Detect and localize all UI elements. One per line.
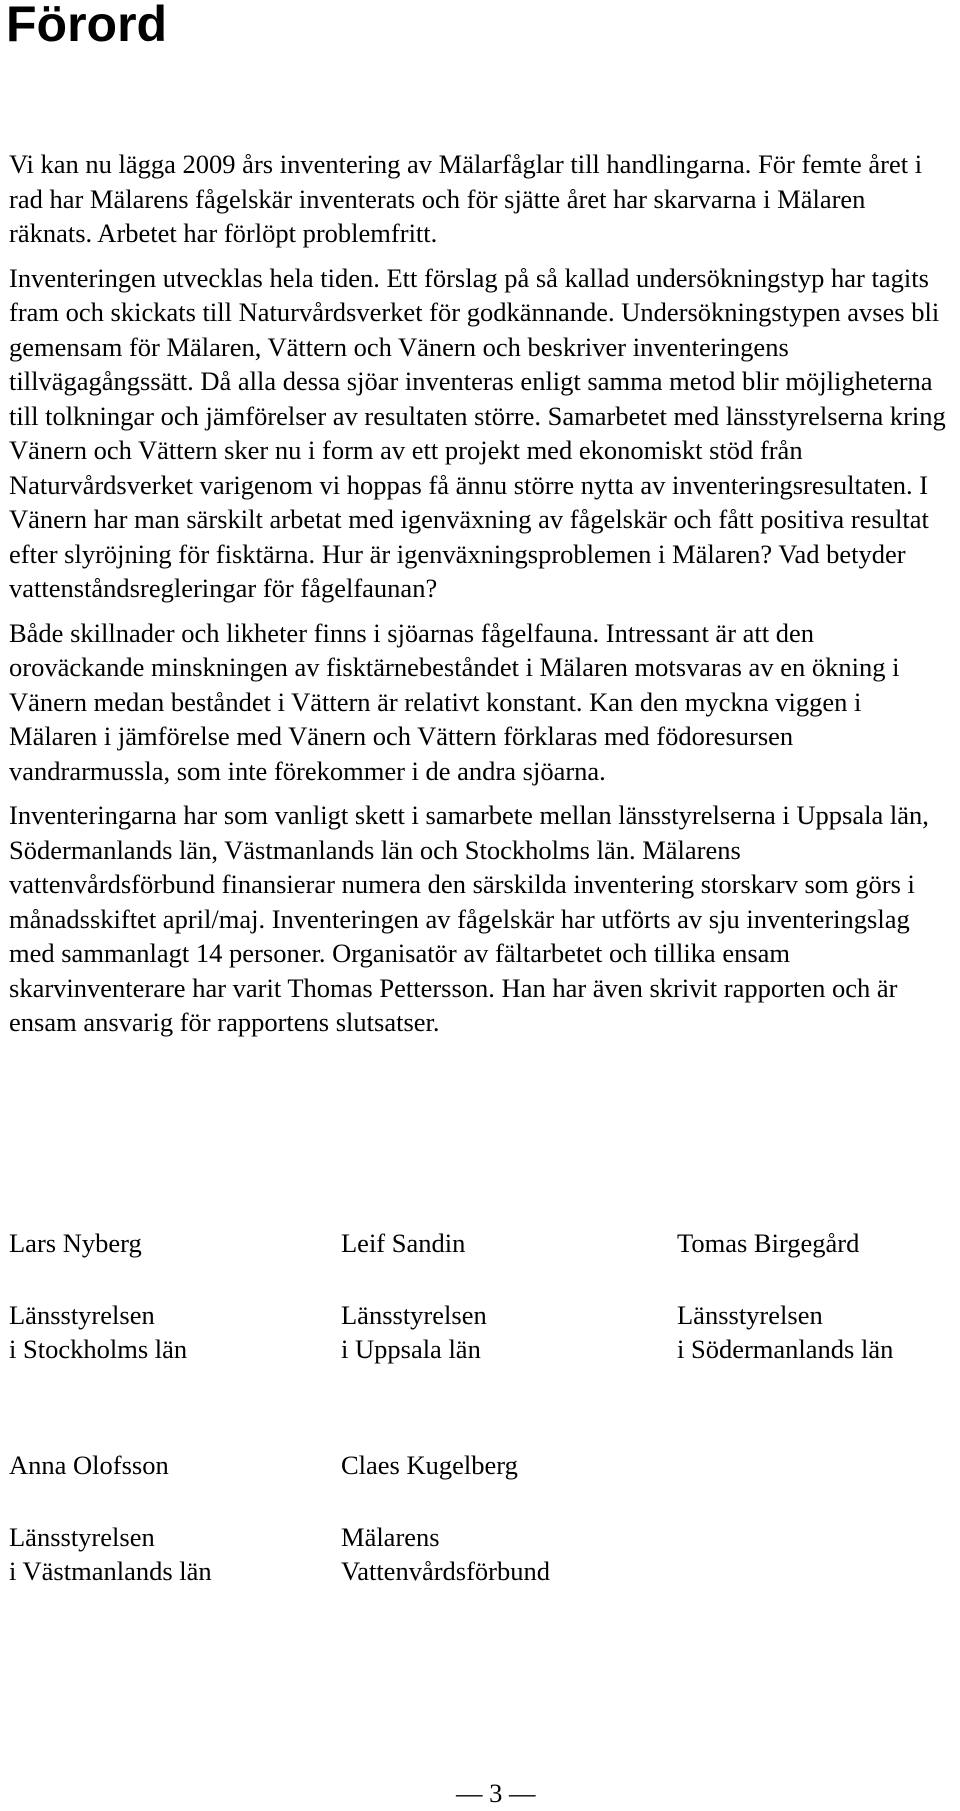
paragraph-cooperation: Inventeringarna har som vanligt skett i samarbete mellan länsstyrelserna i Uppsala län, Södermanlands län, Västmanlands län och Stockholms län. Mälarens vattenvårdsförbund finansierar numera den särskilda inventering storskarv som görs i månadsskiftet april/maj. Inventeringen av fågelskär har utförts av sju inventeringslag med sammanlagt 14 personer. Organisatör av fältarbetet och tillika ensam skarvinventerare har varit Thomas Pettersson. Han har även skrivit rapporten och är ensam ansvarig för rapportens slutsatser. [9, 800, 929, 1037]
signatory-organization [677, 1298, 893, 1366]
signatory-org-line: Länsstyrelsen [341, 1300, 487, 1330]
signatory-org-line: i Västmanlands län [9, 1556, 212, 1586]
paragraph-gap [9, 606, 949, 616]
signatory-block [341, 1448, 550, 1588]
signatory-org-line: Mälarens [341, 1522, 440, 1552]
signatory-organization [341, 1520, 550, 1588]
signatory-org-line: i Södermanlands län [677, 1334, 894, 1364]
signatory-org-line: Vattenvårdsförbund [341, 1556, 550, 1586]
paragraph-development: Inventeringen utvecklas hela tiden. Ett förslag på så kallad undersökningstyp har tagits fram och skickats till Naturvårdsverket för godkännande. Undersökningstypen avses bli gemensam för Mälaren, Vättern och Vänern och beskriver inventeringens tillvägagångssätt. Då alla dessa sjöar inventeras enligt samma metod blir möjligheterna till tolkningar och jämförelser av resultaten större. Samarbetet med länsstyrelserna kring Vänern och Vättern sker nu i form av ett projekt med ekonomiskt stöd från Naturvårdsverket varigenom vi hoppas få ännu större nytta av inventeringsresultaten. I Vänern har man särskilt arbetat med igenväxning av fågelskär och fått positiva resultat efter slyröjning för fisktärna. Hur är igenväxningsproblemen i Mälaren? Vad betyder vattenståndsregleringar för fågelfaunan? [9, 262, 946, 603]
signatory-name: Lars Nyberg [9, 1228, 142, 1258]
signatory-organization [341, 1298, 487, 1366]
paragraph-differences: Både skillnader och likheter finns i sjöarnas fågelfauna. Intressant är att den oroväckande minskningen av fisktärnebeståndet i Mälaren motsvaras av en ökning i Vänern medan beståndet i Vättern är relativt konstant. Kan den myckna viggen i Mälaren i jämförelse med Vänern och Vättern förklaras med födoresursen vandrarmussla, som inte förekommer i de andra sjöarna. [9, 617, 900, 786]
signatory-block [341, 1226, 487, 1366]
body-text [9, 147, 949, 1040]
page-number: — 3 — [456, 1778, 536, 1808]
signatory-block [677, 1226, 893, 1366]
signatory-org-line: i Uppsala län [341, 1334, 481, 1364]
signatory-block [9, 1226, 187, 1366]
page-title: Förord [6, 0, 168, 52]
signatory-organization [9, 1520, 212, 1588]
paragraph-intro: Vi kan nu lägga 2009 års inventering av Mälarfåglar till handlingarna. För femte året i rad har Mälarens fågelskär inventerats och för sjätte året har skarvarna i Mälaren räknats. Arbetet har förlöpt problemfritt. [9, 149, 923, 248]
signatory-block [9, 1448, 212, 1588]
signatory-org-line: i Stockholms län [9, 1334, 188, 1364]
signatory-name: Tomas Birgegård [677, 1228, 860, 1258]
signatory-name: Leif Sandin [341, 1228, 466, 1258]
signatory-name: Claes Kugelberg [341, 1450, 518, 1480]
signatory-name: Anna Olofsson [9, 1450, 169, 1480]
paragraph-gap [9, 251, 949, 261]
paragraph-gap [9, 788, 949, 798]
signatory-org-line: Länsstyrelsen [677, 1300, 823, 1330]
signatory-organization [9, 1298, 187, 1366]
signatory-org-line: Länsstyrelsen [9, 1522, 155, 1552]
signatory-org-line: Länsstyrelsen [9, 1300, 155, 1330]
